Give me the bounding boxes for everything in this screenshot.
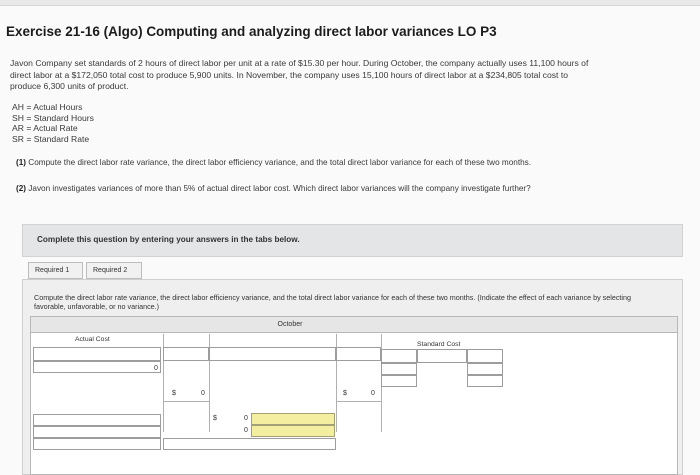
standard-row-2b[interactable] (467, 363, 503, 375)
total-variance-label[interactable] (163, 438, 336, 450)
problem-intro: Javon Company set standards of 2 hours of direct labor per unit at a rate of $15.30 per hour. During October, the company actually uses 11,100 hours of direct labor at a $172,050 total cost to produce 5,900 units. In November, the company uses 15,100 hours of direct labor at a $234,805 total cost to produce 6,300 units of product. (10, 58, 589, 91)
variance-table (30, 316, 678, 475)
legend-item: SH = Standard Hours (12, 112, 94, 123)
legend-item: AR = Actual Rate (12, 123, 78, 133)
rate-variance-select[interactable] (251, 413, 335, 425)
question-1-label: (1) (16, 158, 27, 167)
bottom-label-input[interactable] (33, 438, 161, 450)
question-2 (16, 184, 616, 194)
standard-cost-header: Standard Cost (417, 341, 461, 348)
rate-variance-value: 0 (244, 415, 248, 422)
instruction-banner (22, 224, 683, 257)
actual-ar-input[interactable] (163, 347, 209, 361)
standard-sh-input[interactable] (381, 349, 417, 363)
instruction-banner-text: Complete this question by entering your answers in the tabs below. (37, 235, 300, 244)
question-2-label: (2) (16, 184, 27, 193)
question-1 (16, 158, 616, 168)
mid-sr-input[interactable] (336, 347, 381, 361)
standard-x-input[interactable] (417, 349, 467, 363)
tab-required-1[interactable]: Required 1 (28, 262, 83, 279)
question-1-text: Compute the direct labor rate variance, the direct labor efficiency variance, and the total direct labor variance for each of these two months. (28, 158, 532, 167)
tab-required-2[interactable]: Required 2 (86, 262, 142, 279)
legend-item: SR = Standard Rate (12, 133, 90, 144)
abbreviation-legend (12, 102, 94, 144)
standard-row-2[interactable] (381, 363, 417, 375)
efficiency-variance-select[interactable] (251, 425, 335, 437)
actual-cost-header: Actual Cost (75, 336, 110, 343)
question-2-text: Javon investigates variances of more than 5% of actual direct labor cost. Which direct labor variances will the company investigate further? (28, 184, 531, 193)
top-bar (0, 0, 700, 6)
bottom-label-input[interactable] (33, 426, 161, 438)
bottom-label-input[interactable] (33, 414, 161, 426)
mid-right-value: 0 (371, 390, 375, 397)
standard-sr-input[interactable] (467, 349, 503, 363)
page-title: Exercise 21-16 (Algo) Computing and analyzing direct labor variances LO P3 (6, 24, 497, 39)
total-underline (336, 401, 381, 402)
tab-instructions: Compute the direct labor rate variance, the direct labor efficiency variance, and the total direct labor variance for each of these two months. (Indicate the effect of each variance by selecting favorable, unfavorable, or no variance.) (34, 293, 632, 311)
currency-symbol: $ (172, 390, 176, 397)
table-header-bar (31, 317, 677, 333)
efficiency-variance-value: 0 (244, 427, 248, 434)
actual-row-2[interactable] (33, 361, 161, 373)
mid-label-input[interactable] (209, 347, 336, 361)
actual-total-value: 0 (154, 365, 158, 372)
currency-symbol: $ (213, 415, 217, 422)
total-underline (163, 401, 209, 402)
currency-symbol: $ (343, 390, 347, 397)
october-header: October (277, 321, 303, 328)
mid-left-value: 0 (201, 390, 205, 397)
legend-item: AH = Actual Hours (12, 102, 83, 112)
standard-row-3[interactable] (381, 375, 417, 387)
standard-row-3b[interactable] (467, 375, 503, 387)
actual-ah-input[interactable] (33, 347, 161, 361)
